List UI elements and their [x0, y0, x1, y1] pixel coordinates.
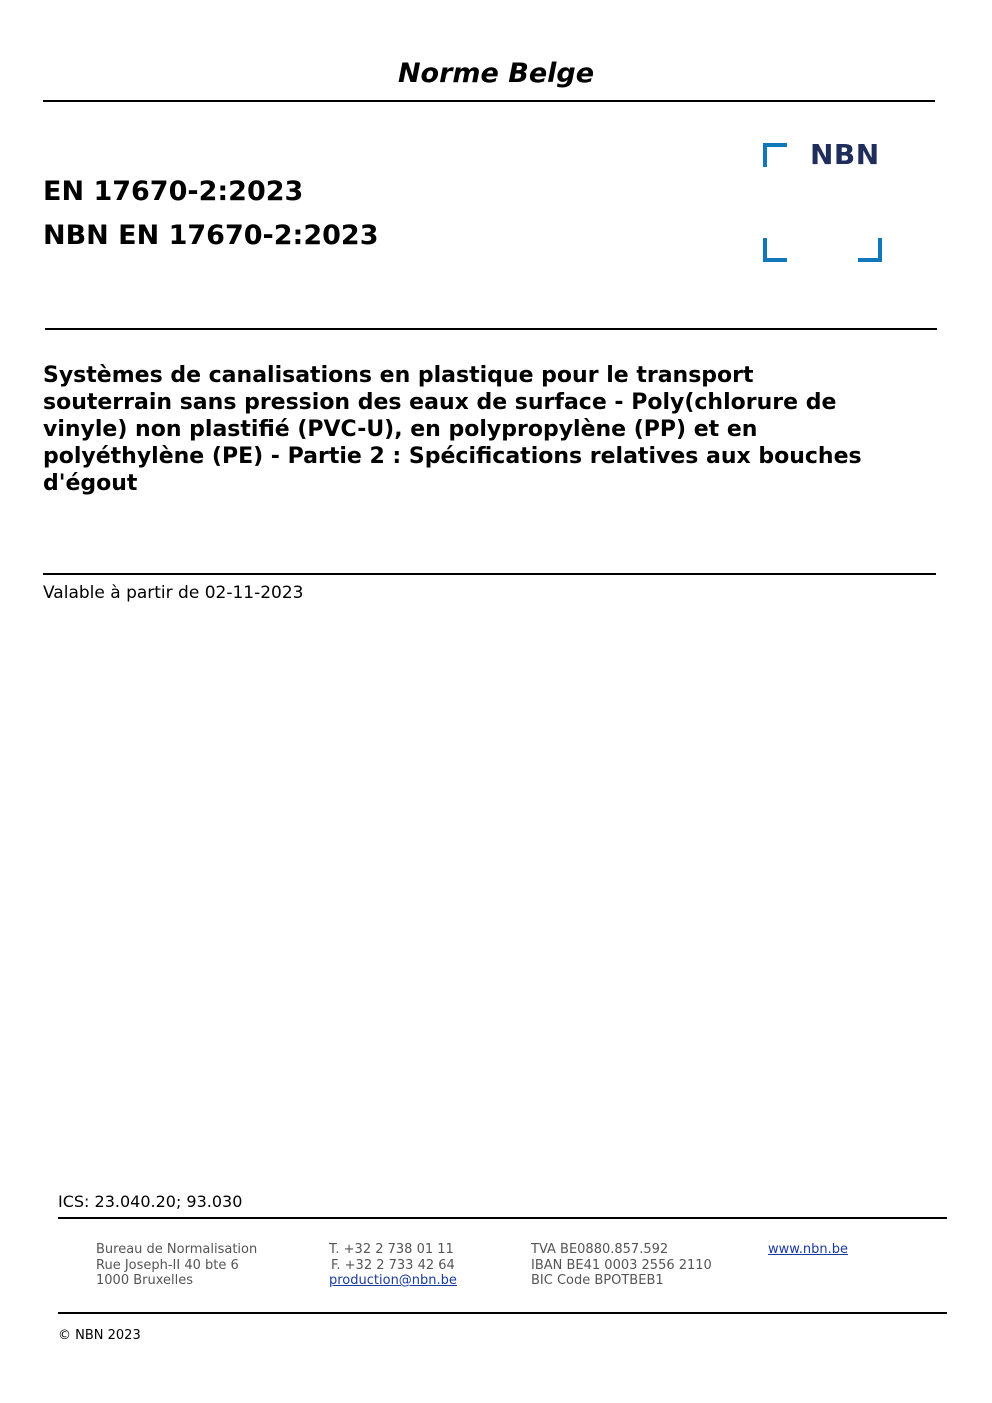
logo-corner-bottom-left: [763, 238, 787, 262]
footer-contact: [329, 1242, 457, 1289]
iban-number: IBAN BE41 0003 2556 2110: [531, 1257, 712, 1273]
copyright-notice: © NBN 2023: [58, 1328, 141, 1343]
address-line: 1000 Bruxelles: [96, 1273, 194, 1288]
phone-number: T. +32 2 738 01 11: [329, 1242, 454, 1257]
address-line: Rue Joseph-II 40 bte 6: [96, 1257, 239, 1273]
logo-text: NBN: [810, 138, 880, 171]
standard-code-nbn: NBN EN 17670-2:2023: [43, 220, 379, 251]
divider: [43, 573, 936, 575]
footer-web: [768, 1242, 848, 1258]
logo-corner-top-left: [763, 143, 787, 167]
fax-number: F. +32 2 733 42 64: [331, 1257, 455, 1273]
divider: [43, 100, 935, 102]
nbn-logo-icon: [762, 140, 887, 265]
bic-code: BIC Code BPOTBEB1: [531, 1273, 664, 1288]
ics-code: ICS: 23.040.20; 93.030: [58, 1192, 243, 1211]
divider: [58, 1217, 947, 1219]
footer-bank: [531, 1242, 712, 1289]
footer-address: [96, 1242, 257, 1289]
divider: [45, 328, 937, 330]
logo-corner-bottom-right: [858, 238, 882, 262]
page-header-title: Norme Belge: [397, 58, 595, 89]
address-line: Bureau de Normalisation: [96, 1242, 258, 1257]
website-link[interactable]: www.nbn.be: [768, 1242, 848, 1257]
divider: [58, 1312, 947, 1314]
document-title: Systèmes de canalisations en plastique pour le transport souterrain sans pression des eaux de surface - Poly(chlorure de vinyle) non plastifié (PVC-U), en polypropylène (PP) et en polyéthylène (PE) - Partie 2 : Spécifications relatives aux bouches d'égout: [43, 363, 862, 496]
standard-code-en: EN 17670-2:2023: [43, 176, 304, 207]
vat-number: TVA BE0880.857.592: [531, 1242, 669, 1257]
email-link[interactable]: production@nbn.be: [329, 1273, 457, 1288]
validity-date: Valable à partir de 02-11-2023: [43, 583, 304, 603]
